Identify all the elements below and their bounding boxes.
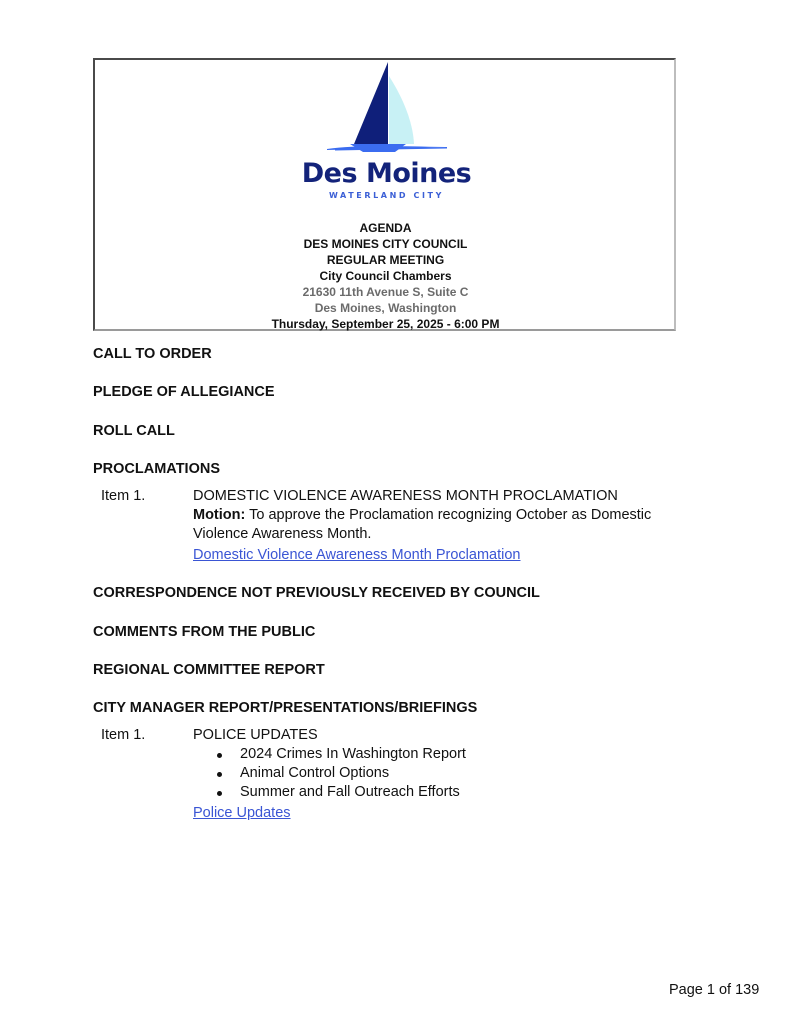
dark-sail (354, 62, 388, 144)
police-bullet-list (193, 745, 466, 802)
heading-regional-committee: REGIONAL COMMITTEE REPORT (93, 662, 325, 678)
heading-city-manager: CITY MANAGER REPORT/PRESENTATIONS/BRIEFINGS (93, 700, 478, 716)
bullet-item (193, 764, 466, 783)
heading-correspondence: CORRESPONDENCE NOT PREVIOUSLY RECEIVED BY COUNCIL (93, 585, 540, 601)
bullet-text: Summer and Fall Outreach Efforts (240, 784, 460, 800)
light-sail (389, 76, 414, 144)
motion-label: Motion: (193, 507, 246, 523)
bullet-item (193, 745, 466, 764)
bullet-text: 2024 Crimes In Washington Report (240, 746, 466, 762)
meeting-info (95, 220, 676, 332)
bullet-text: Animal Control Options (240, 765, 390, 781)
heading-roll-call: ROLL CALL (93, 423, 175, 439)
meeting-address: 21630 11th Avenue S, Suite C (302, 285, 469, 299)
meeting-city: Des Moines, Washington (314, 301, 457, 315)
proclamation-item (193, 487, 651, 565)
council-name: DES MOINES CITY COUNCIL (303, 237, 468, 251)
bullet-icon (217, 753, 222, 758)
meeting-datetime: Thursday, September 25, 2025 - 6:00 PM (271, 317, 500, 331)
agenda-title: AGENDA (359, 221, 412, 235)
motion-text-line2: Violence Awareness Month. (193, 526, 372, 542)
police-updates-link[interactable]: Police Updates (193, 805, 291, 821)
heading-proclamations: PROCLAMATIONS (93, 461, 221, 477)
proclamation-link[interactable]: Domestic Violence Awareness Month Proclamation (193, 547, 521, 563)
logo-tagline: WATERLAND CITY (328, 191, 445, 200)
sailboat-logo-icon (95, 60, 678, 160)
proclamation-item-title: DOMESTIC VIOLENCE AWARENESS MONTH PROCLAMATION (193, 488, 618, 504)
police-item-title: POLICE UPDATES (193, 727, 318, 743)
heading-pledge: PLEDGE OF ALLEGIANCE (93, 384, 275, 400)
motion-text-line1: To approve the Proclamation recognizing October as Domestic (245, 507, 652, 523)
logo-city-name: Des Moines (301, 158, 472, 189)
bullet-item (193, 783, 466, 802)
meeting-type: REGULAR MEETING (326, 253, 445, 267)
agenda-header-box (93, 58, 676, 331)
police-item-label: Item 1. (101, 727, 146, 743)
proclamation-motion (193, 506, 651, 525)
meeting-venue: City Council Chambers (319, 269, 452, 283)
heading-call-to-order: CALL TO ORDER (93, 346, 212, 362)
page-number: Page 1 of 139 (669, 982, 760, 998)
proclamation-item-label: Item 1. (101, 488, 146, 504)
bullet-icon (217, 772, 222, 777)
bullet-icon (217, 791, 222, 796)
city-logo (95, 60, 678, 205)
heading-public-comments: COMMENTS FROM THE PUBLIC (93, 624, 316, 640)
